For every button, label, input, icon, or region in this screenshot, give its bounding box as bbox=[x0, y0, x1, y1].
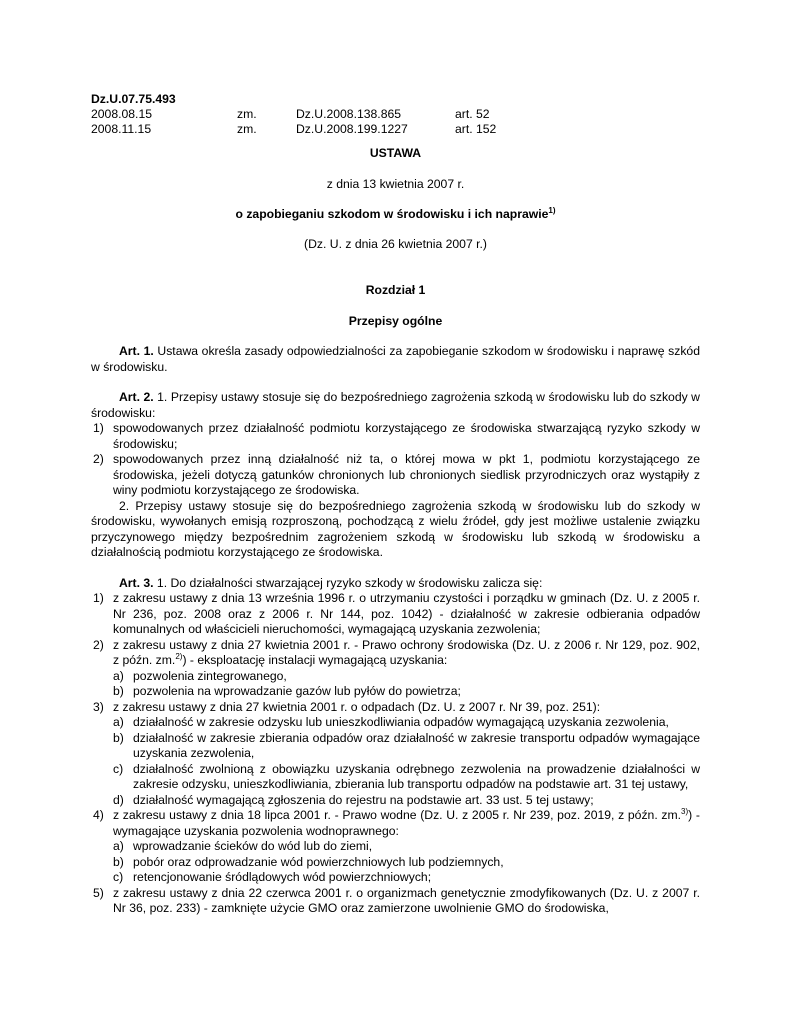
article-2-paragraph-2: 2. Przepisy ustawy stosuje się do bezpośredniego zagrożenia szkodą w środowisku lub do szkody w środowisku, wywołanych emisją rozproszoną, pochodzącą z wielu źródeł, gdy jest możliwe ustalenie związku przyczynowego między bezpośrednim zagrożeniem szkodą w środowisku lub szkodą w środowisku a działalnością podmiotu korzystającego ze środowiska. bbox=[91, 498, 700, 559]
list-item: 2) z zakresu ustawy z dnia 27 kwietnia 2001 r. - Prawo ochrony środowiska (Dz. U. z 2006 r. Nr 129, poz. 902, z późn. zm.$^{2)}$) - eksploatację instalacji wymagającą uzyskania: bbox=[93, 637, 700, 667]
amendment-ref: Dz.U.2008.199.1227 bbox=[296, 122, 408, 136]
article-2: Art. 2. 1. Przepisy ustawy stosuje się do bezpośredniego zagrożenia szkodą w środowisku lub do szkody w środowisku: bbox=[91, 390, 700, 420]
footnote-ref: 1) bbox=[548, 205, 556, 215]
footnote-ref: 3) bbox=[681, 806, 689, 816]
act-publication: (Dz. U. z dnia 26 kwietnia 2007 r.) bbox=[304, 237, 487, 251]
list-item: 2) spowodowanych przez inną działalność niż ta, o której mowa w pkt 1, podmiotu korzystającego ze środowiska, jeżeli dotyczą gatunków chronionych lub chronionych siedlisk przyrodniczych oraz wystąpiły z winy podmiotu korzystającego ze środowiska. bbox=[93, 452, 700, 497]
amendment-date: 2008.11.15 bbox=[91, 122, 152, 136]
act-title: USTAWA bbox=[369, 146, 422, 160]
article-label: Art. 2. bbox=[119, 390, 154, 404]
sub-item: a) wprowadzanie ścieków do wód lub do ziemi, bbox=[113, 839, 373, 853]
article-3: Art. 3. 1. Do działalności stwarzającej ryzyko szkody w środowisku zalicza się: bbox=[119, 575, 543, 590]
article-label: Art. 1. bbox=[119, 344, 154, 358]
document-page bbox=[91, 92, 700, 917]
amendment-art: art. 152 bbox=[455, 122, 497, 136]
act-subject: o zapobieganiu szkodom w środowisku i ich naprawie$^{1)}$ bbox=[235, 205, 556, 221]
amendment-date: 2008.08.15 bbox=[91, 107, 152, 121]
sub-item: b) pobór oraz odprowadzanie wód powierzchniowych lub podziemnych, bbox=[113, 854, 504, 869]
amendment-type: zm. bbox=[237, 122, 257, 136]
list-item: 3) z zakresu ustawy z dnia 27 kwietnia 2001 r. o odpadach (Dz. U. z 2007 r. Nr 39, poz. 251): bbox=[93, 699, 601, 714]
amendment-ref: Dz.U.2008.138.865 bbox=[296, 107, 402, 121]
list-item: 4) z zakresu ustawy z dnia 18 lipca 2001 r. - Prawo wodne (Dz. U. z 2005 r. Nr 239, poz. 2019, z późn. zm.$^{3)}$) - wymagające uzyskania pozwolenia wodnoprawnego: bbox=[93, 806, 700, 838]
list-item: 5) z zakresu ustawy z dnia 22 czerwca 2001 r. o organizmach genetycznie zmodyfikowanych (Dz. U. z 2007 r. Nr 36, poz. 233) - zamknięte użycie GMO oraz zamierzone uwolnienie GMO do środowiska, bbox=[93, 885, 700, 915]
list-item: 1) z zakresu ustawy z dnia 13 września 1996 r. o utrzymaniu czystości i porządku w gminach (Dz. U. z 2005 r. Nr 236, poz. 2008 oraz z 2006 r. Nr 144, poz. 1042) - działalność w zakresie odbierania odpadów komunalnych od właścicieli nieruchomości, wymagającą uzyskania zezwolenia; bbox=[93, 591, 700, 636]
chapter-title: Przepisy ogólne bbox=[348, 314, 443, 328]
amendment-art: art. 52 bbox=[455, 107, 490, 121]
sub-item: c) działalność zwolnioną z obowiązku uzyskania odrębnego zezwolenia na prowadzenie działalności w zakresie odzysku, unieszkodliwiania, zbierania lub transportu odpadów na podstawie art. 31 tej ustawy, bbox=[113, 761, 700, 791]
sub-item: c) retencjonowanie śródlądowych wód powierzchniowych; bbox=[113, 870, 432, 884]
sub-item: d) działalność wymagającą zgłoszenia do rejestru na podstawie art. 33 ust. 5 tej ustawy; bbox=[113, 792, 594, 807]
amendment-type: zm. bbox=[237, 107, 257, 121]
article-1: Art. 1. Ustawa określa zasady odpowiedzialności za zapobieganie szkodom w środowisku i naprawę szkód w środowisku. bbox=[91, 344, 700, 374]
sub-item: a) pozwolenia zintegrowanego, bbox=[113, 668, 287, 683]
journal-reference: Dz.U.07.75.493 bbox=[91, 92, 176, 106]
sub-item: b) pozwolenia na wprowadzanie gazów lub pyłów do powietrza; bbox=[113, 684, 461, 698]
sub-item: a) działalność w zakresie odzysku lub unieszkodliwiania odpadów wymagającą uzyskania zezwolenia, bbox=[113, 715, 669, 729]
amendment-row bbox=[91, 107, 700, 122]
article-label: Art. 3. bbox=[119, 575, 154, 590]
chapter-number: Rozdział 1 bbox=[365, 283, 426, 297]
footnote-ref: 2) bbox=[175, 651, 183, 661]
sub-item: b) działalność w zakresie zbierania odpadów oraz działalność w zakresie transportu odpadów wymagające uzyskania zezwolenia, bbox=[113, 730, 700, 760]
list-item: 1) spowodowanych przez działalność podmiotu korzystającego ze środowiska stwarzającą ryzyko szkody w środowisku; bbox=[93, 421, 700, 451]
amendment-row bbox=[91, 122, 700, 137]
act-date: z dnia 13 kwietnia 2007 r. bbox=[326, 177, 465, 191]
